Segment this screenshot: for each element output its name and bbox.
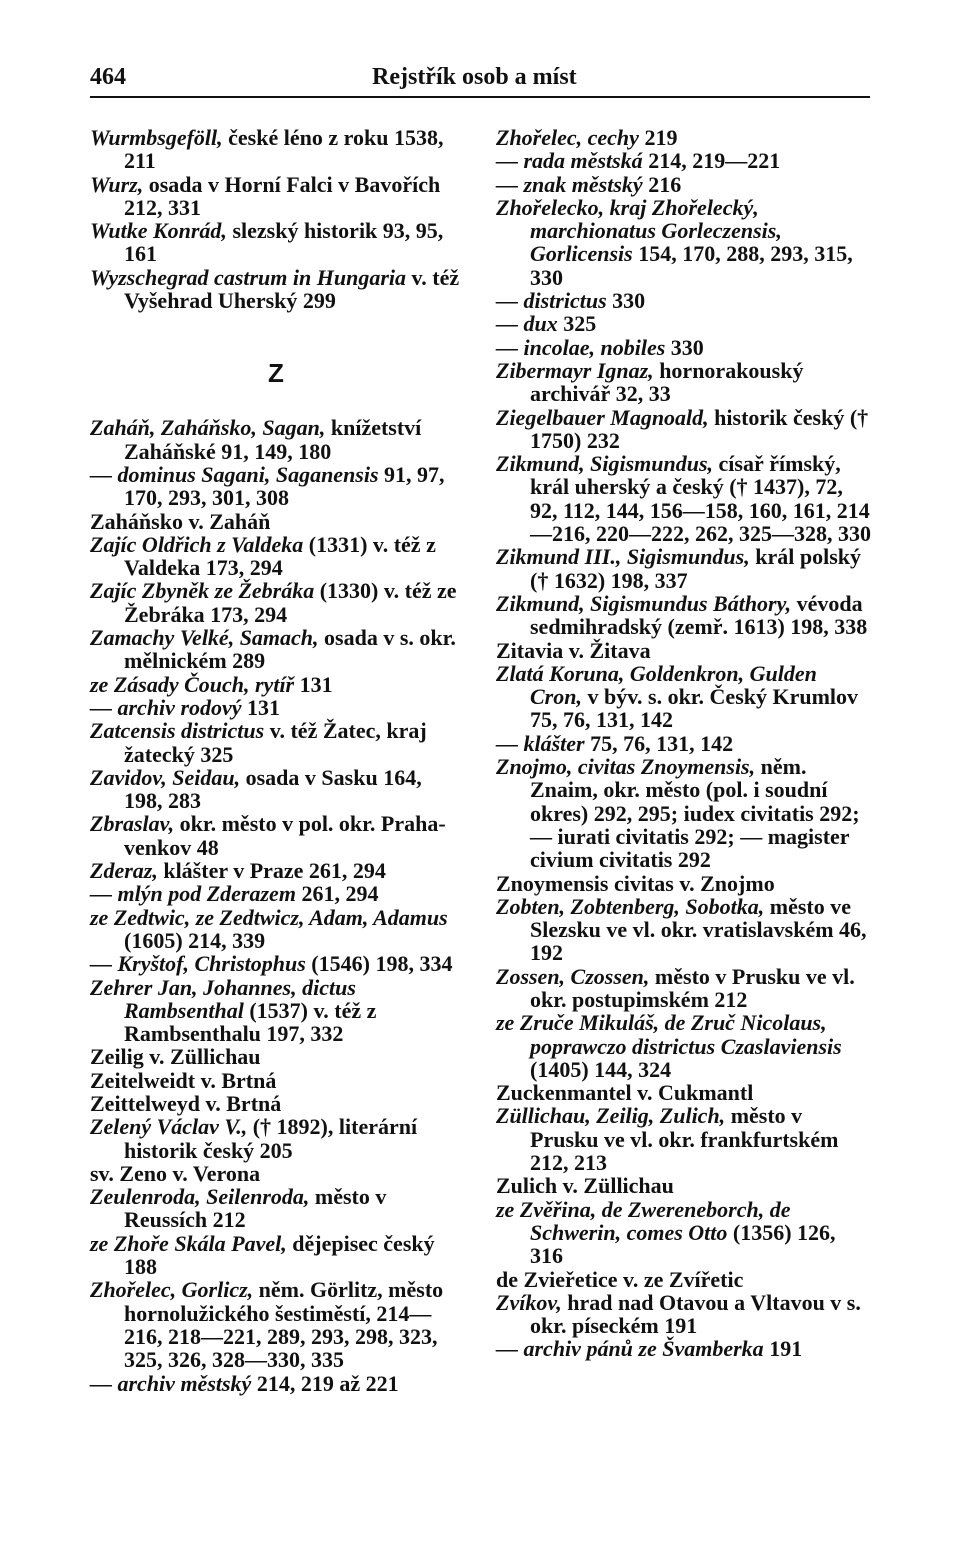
index-entry <box>496 662 872 732</box>
index-entry <box>496 289 872 312</box>
index-entry <box>90 1045 462 1068</box>
entry-name: ze Zvěřina, de Zwereneborch, de Schwerin, comes Otto <box>496 1196 791 1245</box>
entry-text: (1605) 214, 339 <box>124 927 266 953</box>
index-entry <box>90 719 462 766</box>
index-entry <box>496 149 872 172</box>
entry-text: 216 <box>642 171 682 197</box>
index-entry <box>90 510 462 533</box>
entry-name: Zbraslav, <box>90 811 175 837</box>
entry-name: ze Zásady Čouch, rytíř <box>90 671 295 697</box>
entry-text: Zeittelweyd v. Brtná <box>90 1090 282 1116</box>
index-entry <box>90 1069 462 1092</box>
entry-text: 214, 219—221 <box>642 148 781 174</box>
page-header <box>90 62 870 98</box>
index-entry <box>90 1232 462 1279</box>
entry-name: — klášter <box>496 730 585 756</box>
entry-text: hornorakouský archivář 32, 33 <box>530 357 804 407</box>
index-entry <box>496 895 872 965</box>
entry-text: Zeilig v. Züllichau <box>90 1044 261 1070</box>
entry-name: Zikmund, Sigismundus Báthory, <box>496 590 792 616</box>
index-entry <box>496 1081 872 1104</box>
entry-name: Zobten, Zobtenberg, Sobotka, <box>496 893 765 919</box>
entry-name: Zehrer Jan, Johannes, dictus Rambsenthal <box>90 974 356 1023</box>
left-column-top <box>90 126 462 312</box>
entry-name: Wutke Konrád, <box>90 218 227 244</box>
index-entry <box>90 126 462 173</box>
entry-text: dějepisec český 188 <box>124 1230 435 1280</box>
entry-text: hrad nad Otavou a Vltavou v s. okr. píseckém 191 <box>530 1289 861 1339</box>
index-entry <box>90 1162 462 1185</box>
entry-text: Zulich v. Züllichau <box>496 1173 674 1199</box>
entry-text: české léno z roku 1538, 211 <box>124 125 444 174</box>
entry-text: město v Prusku ve vl. okr. frankfurtském 212, 213 <box>530 1103 839 1176</box>
index-entry <box>496 359 872 406</box>
index-entry <box>90 463 462 510</box>
index-entry <box>496 755 872 871</box>
entry-text: (1331) v. též z Valdeka 173, 294 <box>124 531 436 581</box>
entry-name: — archiv rodový <box>90 694 242 720</box>
entry-text: Znoymensis civitas v. Znojmo <box>496 870 775 896</box>
page-number: 464 <box>90 64 126 90</box>
index-entry <box>496 1174 872 1197</box>
entry-name: Zhořelec, Gorlicz, <box>90 1277 254 1303</box>
index-entry <box>90 906 462 953</box>
entry-text: sv. Zeno v. Verona <box>90 1160 261 1186</box>
entry-name: Zvíkov, <box>496 1289 562 1315</box>
index-entry <box>90 952 462 975</box>
entry-text: 191 <box>763 1336 803 1362</box>
entry-name: Zatcensis districtus <box>90 718 265 744</box>
section-letter: Z <box>268 358 284 389</box>
entry-text: 131 <box>241 694 281 720</box>
index-entry <box>90 976 462 1046</box>
entry-text: okr. město v pol. okr. Praha-venkov 48 <box>124 811 446 860</box>
entry-name: Zikmund III., Sigismundus, <box>496 544 750 570</box>
entry-name: — mlýn pod Zderazem <box>90 881 296 907</box>
entry-text: 91, 97, 170, 293, 301, 308 <box>124 461 445 511</box>
index-entry <box>496 312 872 335</box>
index-entry <box>496 965 872 1012</box>
entry-name: Zamachy Velké, Samach, <box>90 625 319 651</box>
index-entry <box>496 592 872 639</box>
entry-name: Zossen, Czossen, <box>496 963 650 989</box>
entry-text: Zuckenmantel v. Cukmantl <box>496 1080 754 1106</box>
entry-name: Zderaz, <box>90 858 158 884</box>
entry-name: ze Zhoře Skála Pavel, <box>90 1230 287 1256</box>
left-column-bottom <box>90 416 462 1394</box>
entry-name: — incolae, nobiles <box>496 334 666 360</box>
index-entry <box>90 266 462 313</box>
entry-text: v býv. s. okr. Český Krumlov 75, 76, 131, 142 <box>530 684 859 733</box>
entry-name: ze Zedtwic, ze Zedtwicz, Adam, Adamus <box>90 904 448 930</box>
entry-name: Zelený Václav V., <box>90 1114 248 1140</box>
entry-text: historik český († 1750) 232 <box>530 404 869 453</box>
index-entry <box>496 126 872 149</box>
index-entry <box>90 1092 462 1115</box>
index-entry <box>496 336 872 359</box>
entry-text: († 1892), literární historik český 205 <box>124 1114 418 1163</box>
entry-text: král polský († 1632) 198, 337 <box>530 544 861 593</box>
index-entry <box>90 766 462 813</box>
entry-text: (1330) v. též ze Žebráka 173, 294 <box>124 578 457 627</box>
entry-name: Zajíc Zbyněk ze Žebráka <box>90 578 315 604</box>
entry-name: Wyzschegrad castrum in Hungaria <box>90 264 407 290</box>
entry-name: — districtus <box>496 288 607 314</box>
index-entry <box>90 1185 462 1232</box>
index-entry <box>90 882 462 905</box>
index-entry <box>496 1104 872 1174</box>
index-entry <box>90 173 462 220</box>
entry-name: Züllichau, Zeilig, Zulich, <box>496 1103 726 1129</box>
entry-name: — znak městský <box>496 171 643 197</box>
entry-text: 131 <box>294 671 333 697</box>
entry-name: Znojmo, civitas Znoymensis, <box>496 754 756 780</box>
entry-name: — rada městská <box>496 148 643 174</box>
entry-name: Zibermayr Ignaz, <box>496 357 654 383</box>
index-entry <box>90 812 462 859</box>
entry-text: vévoda sedmihradský (zemř. 1613) 198, 338 <box>530 590 868 640</box>
entry-name: Wurmbsgeföll, <box>90 125 223 150</box>
entry-name: — Kryštof, Christophus <box>90 951 306 977</box>
entry-name: Zajíc Oldřich z Valdeka <box>90 531 304 557</box>
entry-text: 330 <box>606 288 646 314</box>
entry-text: císař římský, král uherský a český († 1437), 72, 92, 112, 144, 156—158, 160, 161, 214—216, 220—222, 262, 325—328, 330 <box>530 451 871 547</box>
index-entry <box>90 533 462 580</box>
entry-text: něm. Znaim, okr. město (pol. i soudní okres) 292, 295; iudex civitatis 292; — iurati civitatis 292; — magister civium civitatis 292 <box>530 754 860 873</box>
index-entry <box>90 696 462 719</box>
entry-text: osada v Horní Falci v Bavořích 212, 331 <box>124 171 441 220</box>
entry-text: něm. Görlitz, město hornolužického šestiměstí, 214—216, 218—221, 289, 293, 298, 323, 325, 326, 328—330, 335 <box>124 1277 444 1373</box>
entry-name: Wurz, <box>90 171 144 197</box>
index-entry <box>496 1337 872 1360</box>
index-entry <box>90 579 462 626</box>
index-entry <box>90 1278 462 1371</box>
entry-text: město v Reussích 212 <box>124 1184 387 1233</box>
entry-text: Zeitelweidt v. Brtná <box>90 1067 277 1093</box>
entry-text: 261, 294 <box>295 881 379 907</box>
index-entry <box>90 859 462 882</box>
entry-text: (1537) v. též z Rambsenthalu 197, 332 <box>124 997 377 1047</box>
entry-text: osada v Sasku 164, 198, 283 <box>124 764 422 814</box>
entry-name: Zhořelecko, kraj Zhořelecký, marchionatus Gorleczensis, Gorlicensis <box>496 194 782 267</box>
index-entry <box>90 626 462 673</box>
entry-name: Zhořelec, cechy <box>496 125 639 150</box>
entry-text: město ve Slezsku ve vl. okr. vratislavském 46, 192 <box>530 893 867 966</box>
running-head: Rejstřík osob a míst <box>372 64 577 90</box>
entry-text: osada v s. okr. mělnickém 289 <box>124 625 456 674</box>
entry-text: 219 <box>638 125 678 150</box>
entry-text: slezský historik 93, 95, 161 <box>124 218 444 267</box>
entry-text: v. též Žatec, kraj žatecký 325 <box>124 718 427 767</box>
entry-text: (1546) 198, 334 <box>305 951 453 977</box>
index-entry <box>496 1268 872 1291</box>
entry-text: město v Prusku ve vl. okr. postupimském 212 <box>530 963 855 1012</box>
entry-name: Ziegelbauer Magnoald, <box>496 404 709 430</box>
index-entry <box>496 732 872 755</box>
index-entry <box>496 196 872 289</box>
entry-text: 330 <box>665 334 704 360</box>
index-entry <box>496 545 872 592</box>
entry-name: Zlatá Koruna, Goldenkron, Gulden Cron, <box>496 660 817 710</box>
index-entry <box>90 1115 462 1162</box>
entry-name: ze Zruče Mikuláš, de Zruč Nicolaus, poprawczo districtus Czaslaviensis <box>496 1010 842 1059</box>
left-column <box>90 126 462 1395</box>
entry-name: Zeulenroda, Seilenroda, <box>90 1184 310 1210</box>
index-entry <box>90 416 462 463</box>
entry-text: (1405) 144, 324 <box>530 1056 672 1082</box>
right-column <box>496 126 872 1361</box>
index-entry <box>90 673 462 696</box>
entry-name: — dux <box>496 311 558 337</box>
entry-text: Zaháňsko v. Zaháň <box>90 508 271 534</box>
index-entry <box>496 173 872 196</box>
index-entry <box>496 1198 872 1268</box>
entry-name: — dominus Sagani, Saganensis <box>90 461 379 487</box>
index-entry <box>496 872 872 895</box>
index-entry <box>496 639 872 662</box>
entry-text: 154, 170, 288, 293, 315, 330 <box>530 241 853 290</box>
entry-text: 214, 219 až 221 <box>251 1370 399 1396</box>
entry-text: klášter v Praze 261, 294 <box>157 858 386 884</box>
entry-name: — archiv městský <box>90 1370 252 1396</box>
index-entry <box>90 1372 462 1395</box>
entry-name: — archiv pánů ze Švamberka <box>496 1336 764 1362</box>
entry-text: de Zvieřetice v. ze Zvířetic <box>496 1266 744 1292</box>
index-entry <box>496 1291 872 1338</box>
entry-name: Zavidov, Seidau, <box>90 764 241 790</box>
entry-name: Zikmund, Sigismundus, <box>496 451 714 477</box>
entry-text: (1356) 126, 316 <box>530 1219 836 1269</box>
entry-text: knížetství Zaháňské 91, 149, 180 <box>124 415 422 464</box>
entry-text: 325 <box>557 311 597 337</box>
index-entry <box>496 406 872 453</box>
index-entry <box>90 219 462 266</box>
entry-name: Zaháň, Zaháňsko, Sagan, <box>90 415 326 441</box>
entry-text: Zitavia v. Žitava <box>496 637 651 663</box>
entry-text: 75, 76, 131, 142 <box>584 730 734 756</box>
right-column-entries <box>496 126 872 1361</box>
index-entry <box>496 1011 872 1081</box>
entry-text: v. též Vyšehrad Uherský 299 <box>124 264 460 314</box>
index-entry <box>496 452 872 545</box>
